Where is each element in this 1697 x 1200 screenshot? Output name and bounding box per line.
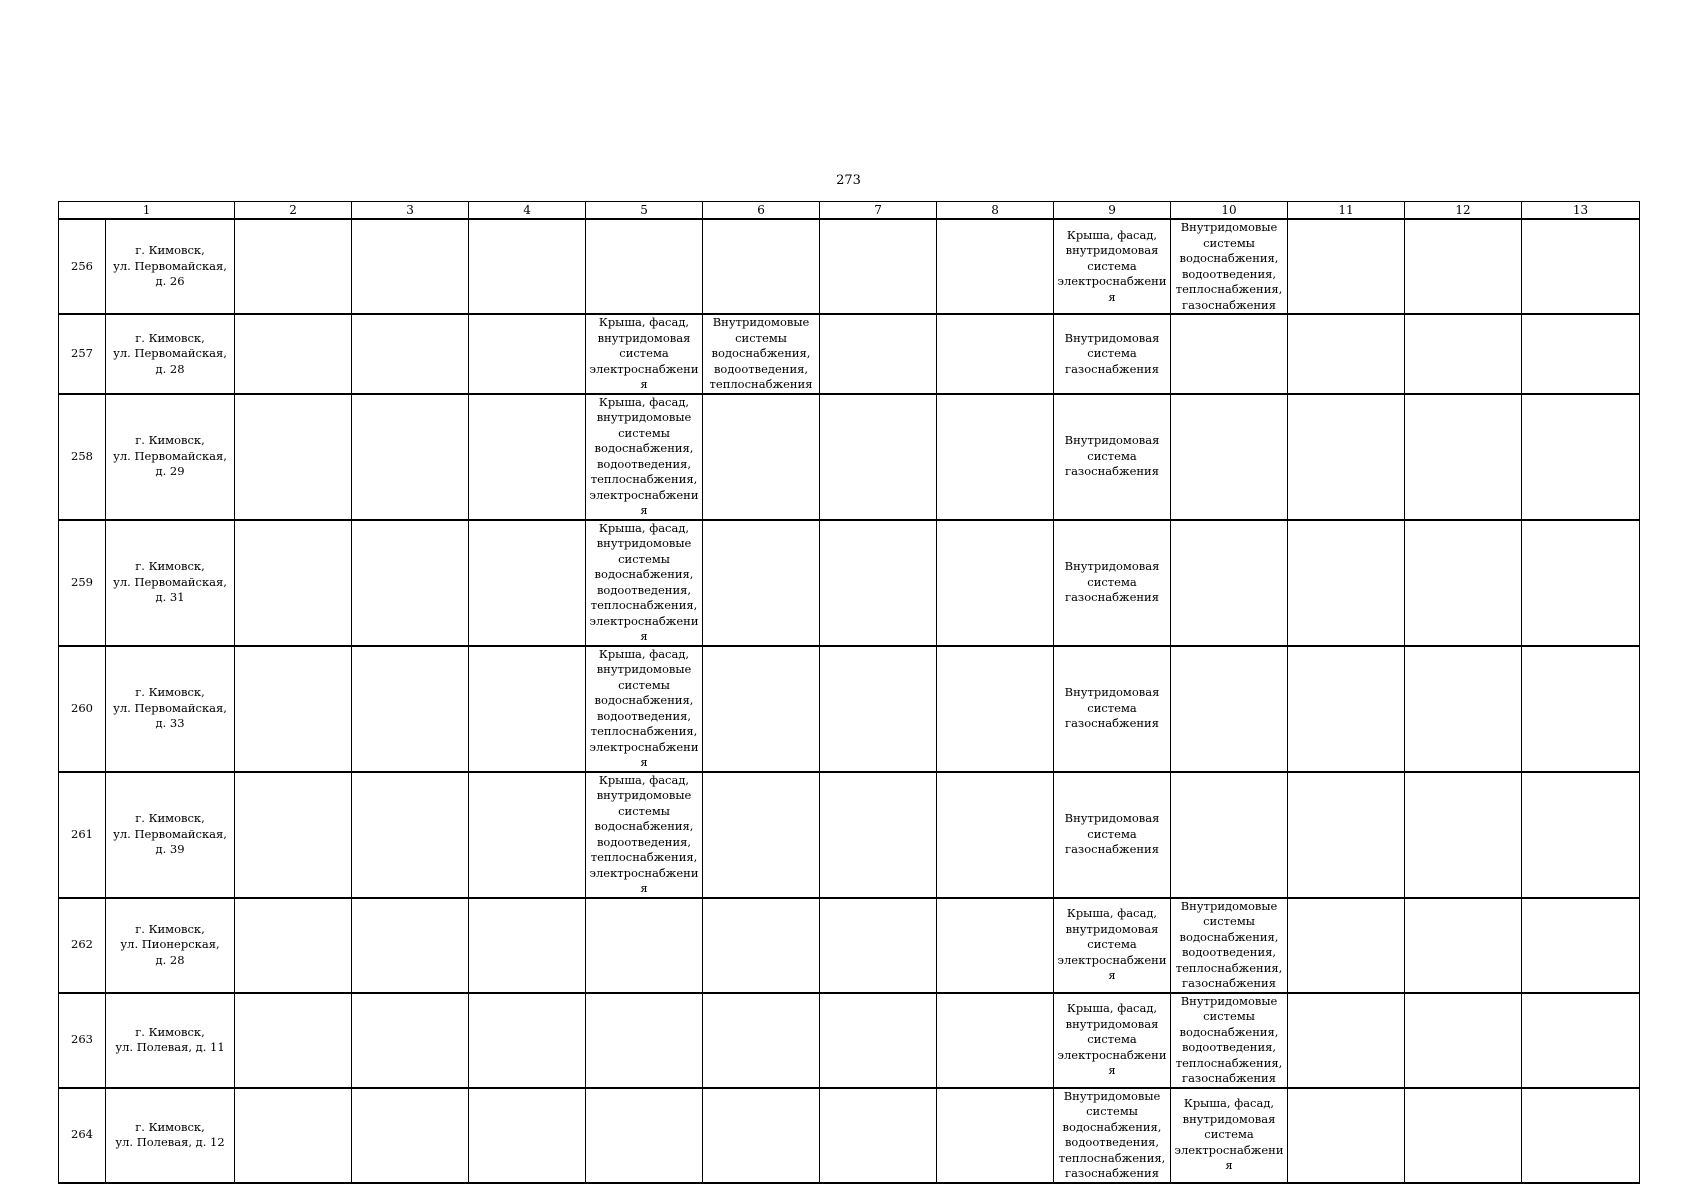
column-header: 5 [586,202,703,220]
table-row [59,772,1640,898]
address-cell: г. Кимовск, ул. Полевая, д. 12 [106,1088,235,1183]
work-cell-c8 [937,993,1054,1088]
work-cell-c7 [820,898,937,993]
work-cell-c5 [586,1088,703,1183]
work-cell-c9: Внутридомовая система газоснабжения [1054,772,1171,898]
work-cell-c6 [703,772,820,898]
work-cell-c12 [1405,1088,1522,1183]
work-cell-c7 [820,772,937,898]
work-cell-c10 [1171,394,1288,520]
work-cell-c5 [586,898,703,993]
work-cell-c4 [469,898,586,993]
work-cell-c11 [1288,993,1405,1088]
work-cell-c9: Внутридомовая система газоснабжения [1054,314,1171,394]
work-cell-c2 [235,1088,352,1183]
work-cell-c10: Внутридомовые системы водоснабжения, водоотведения, теплоснабжения, газоснабжения [1171,898,1288,993]
work-cell-c4 [469,646,586,772]
work-cell-c3 [352,219,469,314]
work-cell-c13 [1522,1088,1640,1183]
work-cell-c4 [469,520,586,646]
work-cell-c5: Крыша, фасад, внутридомовые системы водоснабжения, водоотведения, теплоснабжения, электроснабжения [586,394,703,520]
work-cell-c12 [1405,772,1522,898]
row-number: 262 [59,898,106,993]
column-header: 8 [937,202,1054,220]
work-cell-c12 [1405,314,1522,394]
column-header: 12 [1405,202,1522,220]
page-number: 273 [836,173,861,188]
work-cell-c2 [235,520,352,646]
address-cell: г. Кимовск, ул. Первомайская, д. 26 [106,219,235,314]
work-cell-c6 [703,993,820,1088]
work-cell-c13 [1522,394,1640,520]
column-header: 13 [1522,202,1640,220]
work-cell-c5 [586,993,703,1088]
work-cell-c7 [820,646,937,772]
row-number: 260 [59,646,106,772]
work-cell-c9: Внутридомовая система газоснабжения [1054,394,1171,520]
work-cell-c11 [1288,219,1405,314]
work-cell-c11 [1288,520,1405,646]
work-cell-c3 [352,314,469,394]
table-row [59,646,1640,772]
work-cell-c2 [235,772,352,898]
work-cell-c3 [352,772,469,898]
work-cell-c11 [1288,394,1405,520]
work-cell-c8 [937,394,1054,520]
work-cell-c8 [937,646,1054,772]
work-cell-c11 [1288,1088,1405,1183]
row-number: 261 [59,772,106,898]
column-header: 1 [59,202,235,220]
work-cell-c2 [235,993,352,1088]
table-row [59,219,1640,314]
work-cell-c7 [820,394,937,520]
work-cell-c4 [469,1088,586,1183]
work-cell-c3 [352,646,469,772]
work-cell-c7 [820,314,937,394]
address-cell: г. Кимовск, ул. Первомайская, д. 29 [106,394,235,520]
work-cell-c5: Крыша, фасад, внутридомовые системы водоснабжения, водоотведения, теплоснабжения, электроснабжения [586,646,703,772]
work-cell-c2 [235,394,352,520]
row-number: 256 [59,219,106,314]
work-cell-c6 [703,1088,820,1183]
work-cell-c12 [1405,219,1522,314]
work-cell-c9: Внутридомовая система газоснабжения [1054,646,1171,772]
work-cell-c13 [1522,520,1640,646]
work-cell-c10 [1171,646,1288,772]
work-cell-c3 [352,394,469,520]
work-cell-c7 [820,520,937,646]
work-cell-c13 [1522,314,1640,394]
work-cell-c8 [937,520,1054,646]
work-cell-c6 [703,646,820,772]
work-cell-c10: Внутридомовые системы водоснабжения, водоотведения, теплоснабжения, газоснабжения [1171,219,1288,314]
column-header: 9 [1054,202,1171,220]
work-cell-c2 [235,646,352,772]
address-cell: г. Кимовск, ул. Первомайская, д. 31 [106,520,235,646]
column-header: 3 [352,202,469,220]
work-cell-c5: Крыша, фасад, внутридомовые системы водоснабжения, водоотведения, теплоснабжения, электроснабжения [586,772,703,898]
work-cell-c6 [703,394,820,520]
work-cell-c13 [1522,219,1640,314]
column-header: 7 [820,202,937,220]
work-cell-c7 [820,993,937,1088]
table-row [59,314,1640,394]
work-cell-c2 [235,219,352,314]
row-number: 258 [59,394,106,520]
table-row [59,993,1640,1088]
address-cell: г. Кимовск, ул. Пионерская, д. 28 [106,898,235,993]
work-cell-c12 [1405,993,1522,1088]
work-cell-c9: Внутридомовая система газоснабжения [1054,520,1171,646]
work-cell-c2 [235,314,352,394]
row-number: 259 [59,520,106,646]
work-cell-c11 [1288,646,1405,772]
work-cell-c10 [1171,520,1288,646]
column-header: 4 [469,202,586,220]
work-cell-c4 [469,219,586,314]
work-cell-c8 [937,1088,1054,1183]
work-cell-c9: Крыша, фасад, внутридомовая система электроснабжения [1054,993,1171,1088]
column-header: 11 [1288,202,1405,220]
work-cell-c8 [937,772,1054,898]
work-cell-c12 [1405,898,1522,993]
work-cell-c12 [1405,646,1522,772]
address-cell: г. Кимовск, ул. Полевая, д. 11 [106,993,235,1088]
address-cell: г. Кимовск, ул. Первомайская, д. 39 [106,772,235,898]
work-cell-c6 [703,898,820,993]
work-cell-c5: Крыша, фасад, внутридомовые системы водоснабжения, водоотведения, теплоснабжения, электроснабжения [586,520,703,646]
column-header: 10 [1171,202,1288,220]
work-cell-c11 [1288,314,1405,394]
column-header: 6 [703,202,820,220]
work-cell-c6 [703,219,820,314]
work-cell-c8 [937,898,1054,993]
work-cell-c3 [352,520,469,646]
work-cell-c6: Внутридомовые системы водоснабжения, водоотведения, теплоснабжения [703,314,820,394]
work-cell-c13 [1522,646,1640,772]
table-row [59,1088,1640,1183]
work-cell-c4 [469,993,586,1088]
work-cell-c10 [1171,772,1288,898]
work-cell-c3 [352,1088,469,1183]
work-cell-c11 [1288,772,1405,898]
table-row [59,520,1640,646]
row-number: 263 [59,993,106,1088]
work-cell-c9: Крыша, фасад, внутридомовая система электроснабжения [1054,898,1171,993]
work-cell-c2 [235,898,352,993]
work-cell-c7 [820,1088,937,1183]
work-cell-c5: Крыша, фасад, внутридомовая система электроснабжения [586,314,703,394]
work-cell-c13 [1522,772,1640,898]
work-cell-c3 [352,993,469,1088]
row-number: 264 [59,1088,106,1183]
work-cell-c12 [1405,394,1522,520]
address-cell: г. Кимовск, ул. Первомайская, д. 33 [106,646,235,772]
work-cell-c11 [1288,898,1405,993]
column-number-header [59,202,1640,220]
work-cell-c13 [1522,898,1640,993]
work-cell-c8 [937,314,1054,394]
address-cell: г. Кимовск, ул. Первомайская, д. 28 [106,314,235,394]
work-cell-c7 [820,219,937,314]
table-row [59,394,1640,520]
work-cell-c10: Внутридомовые системы водоснабжения, водоотведения, теплоснабжения, газоснабжения [1171,993,1288,1088]
work-cell-c9: Крыша, фасад, внутридомовая система электроснабжения [1054,219,1171,314]
work-cell-c9: Внутридомовые системы водоснабжения, водоотведения, теплоснабжения, газоснабжения [1054,1088,1171,1183]
work-cell-c10 [1171,314,1288,394]
work-cell-c4 [469,314,586,394]
table-row [59,898,1640,993]
work-cell-c4 [469,394,586,520]
work-cell-c8 [937,219,1054,314]
work-cell-c5 [586,219,703,314]
work-cell-c6 [703,520,820,646]
work-cell-c3 [352,898,469,993]
work-cell-c4 [469,772,586,898]
work-cell-c12 [1405,520,1522,646]
row-number: 257 [59,314,106,394]
repair-schedule-table [58,201,1640,1184]
column-header: 2 [235,202,352,220]
work-cell-c13 [1522,993,1640,1088]
work-cell-c10: Крыша, фасад, внутридомовая система электроснабжения [1171,1088,1288,1183]
